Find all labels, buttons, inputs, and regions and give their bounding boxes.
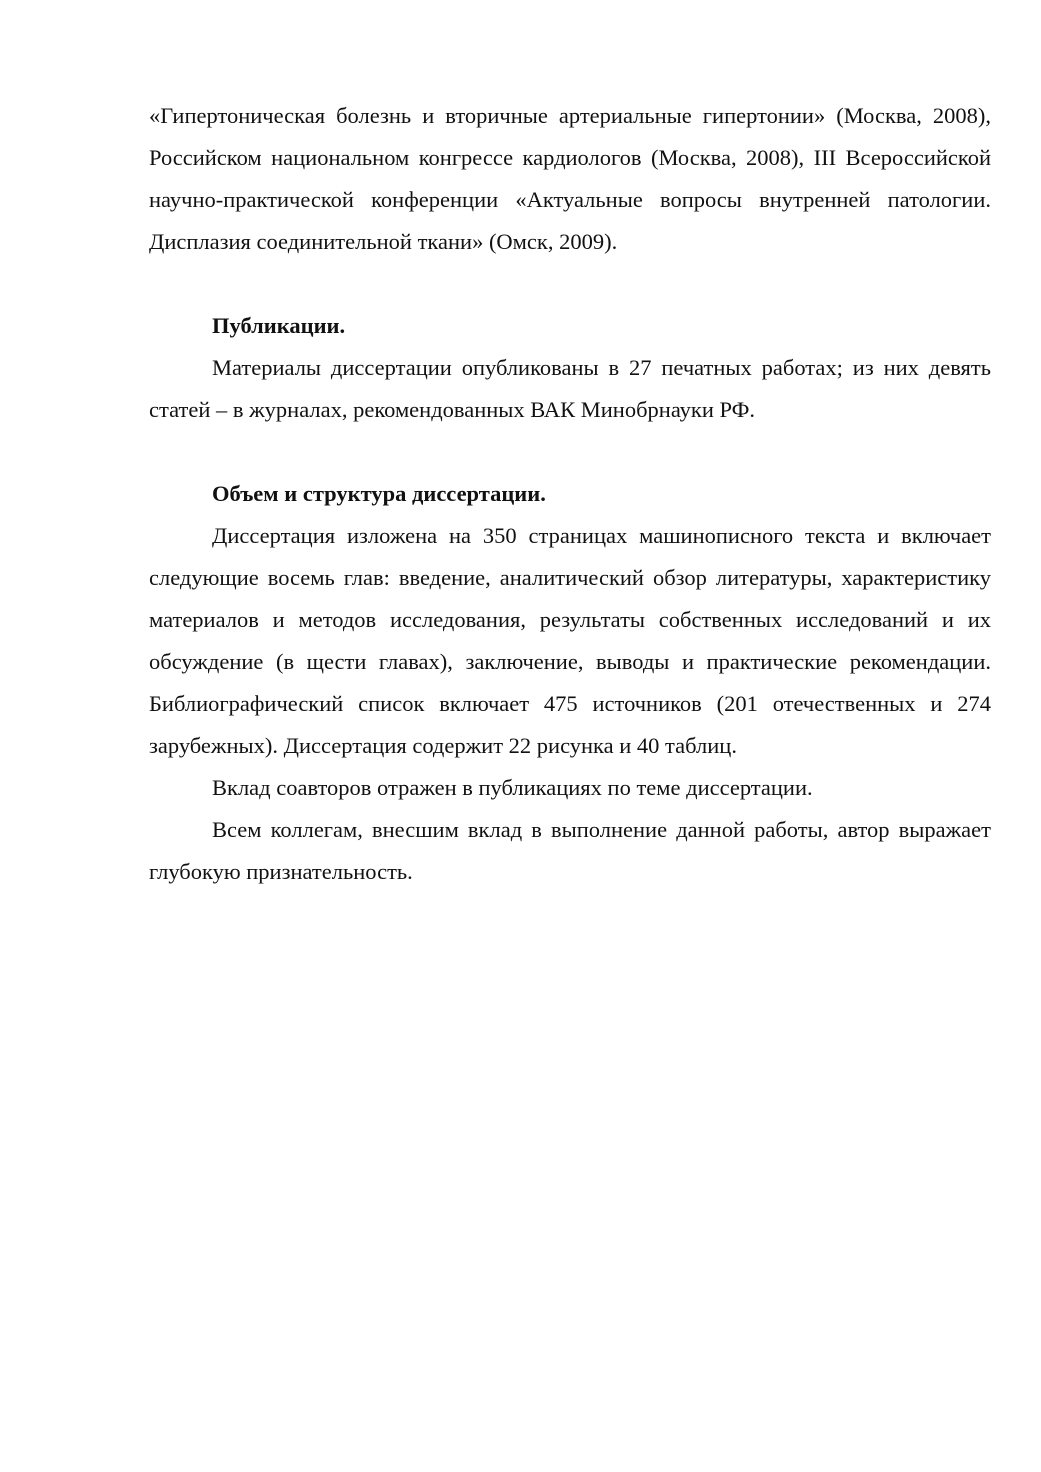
structure-paragraph: Диссертация изложена на 350 страницах машинописного текста и включает следующие восемь глав: введение, аналитический обзор литературы, характеристику материалов и методов исследования, результаты собственных исследований и их обсуждение (в щести главах), заключение, выводы и практические рекомендации. Библиографический список включает 475 источников (201 отечественных и 274 зарубежных). Диссертация содержит 22 рисунка и 40 таблиц.: [149, 523, 991, 758]
coauthors-paragraph: Вклад соавторов отражен в публикациях по теме диссертации.: [212, 775, 813, 800]
structure-heading: Объем и структура диссертации.: [212, 481, 546, 506]
publications-heading: Публикации.: [212, 313, 346, 338]
conferences-paragraph: «Гипертоническая болезнь и вторичные артериальные гипертонии» (Москва, 2008), Российском национальном конгрессе кардиологов (Москва, 2008), III Всероссийской научно-практической конференции «Актуальные вопросы внутренней патологии. Дисплазия соединительной ткани» (Омск, 2009).: [149, 103, 991, 254]
acknowledgement-paragraph: Всем коллегам, внесшим вклад в выполнение данной работы, автор выражает глубокую признательность.: [149, 817, 991, 884]
publications-paragraph: Материалы диссертации опубликованы в 27 печатных работах; из них девять статей – в журналах, рекомендованных ВАК Минобрнауки РФ.: [149, 355, 991, 422]
document-page: [149, 95, 991, 893]
